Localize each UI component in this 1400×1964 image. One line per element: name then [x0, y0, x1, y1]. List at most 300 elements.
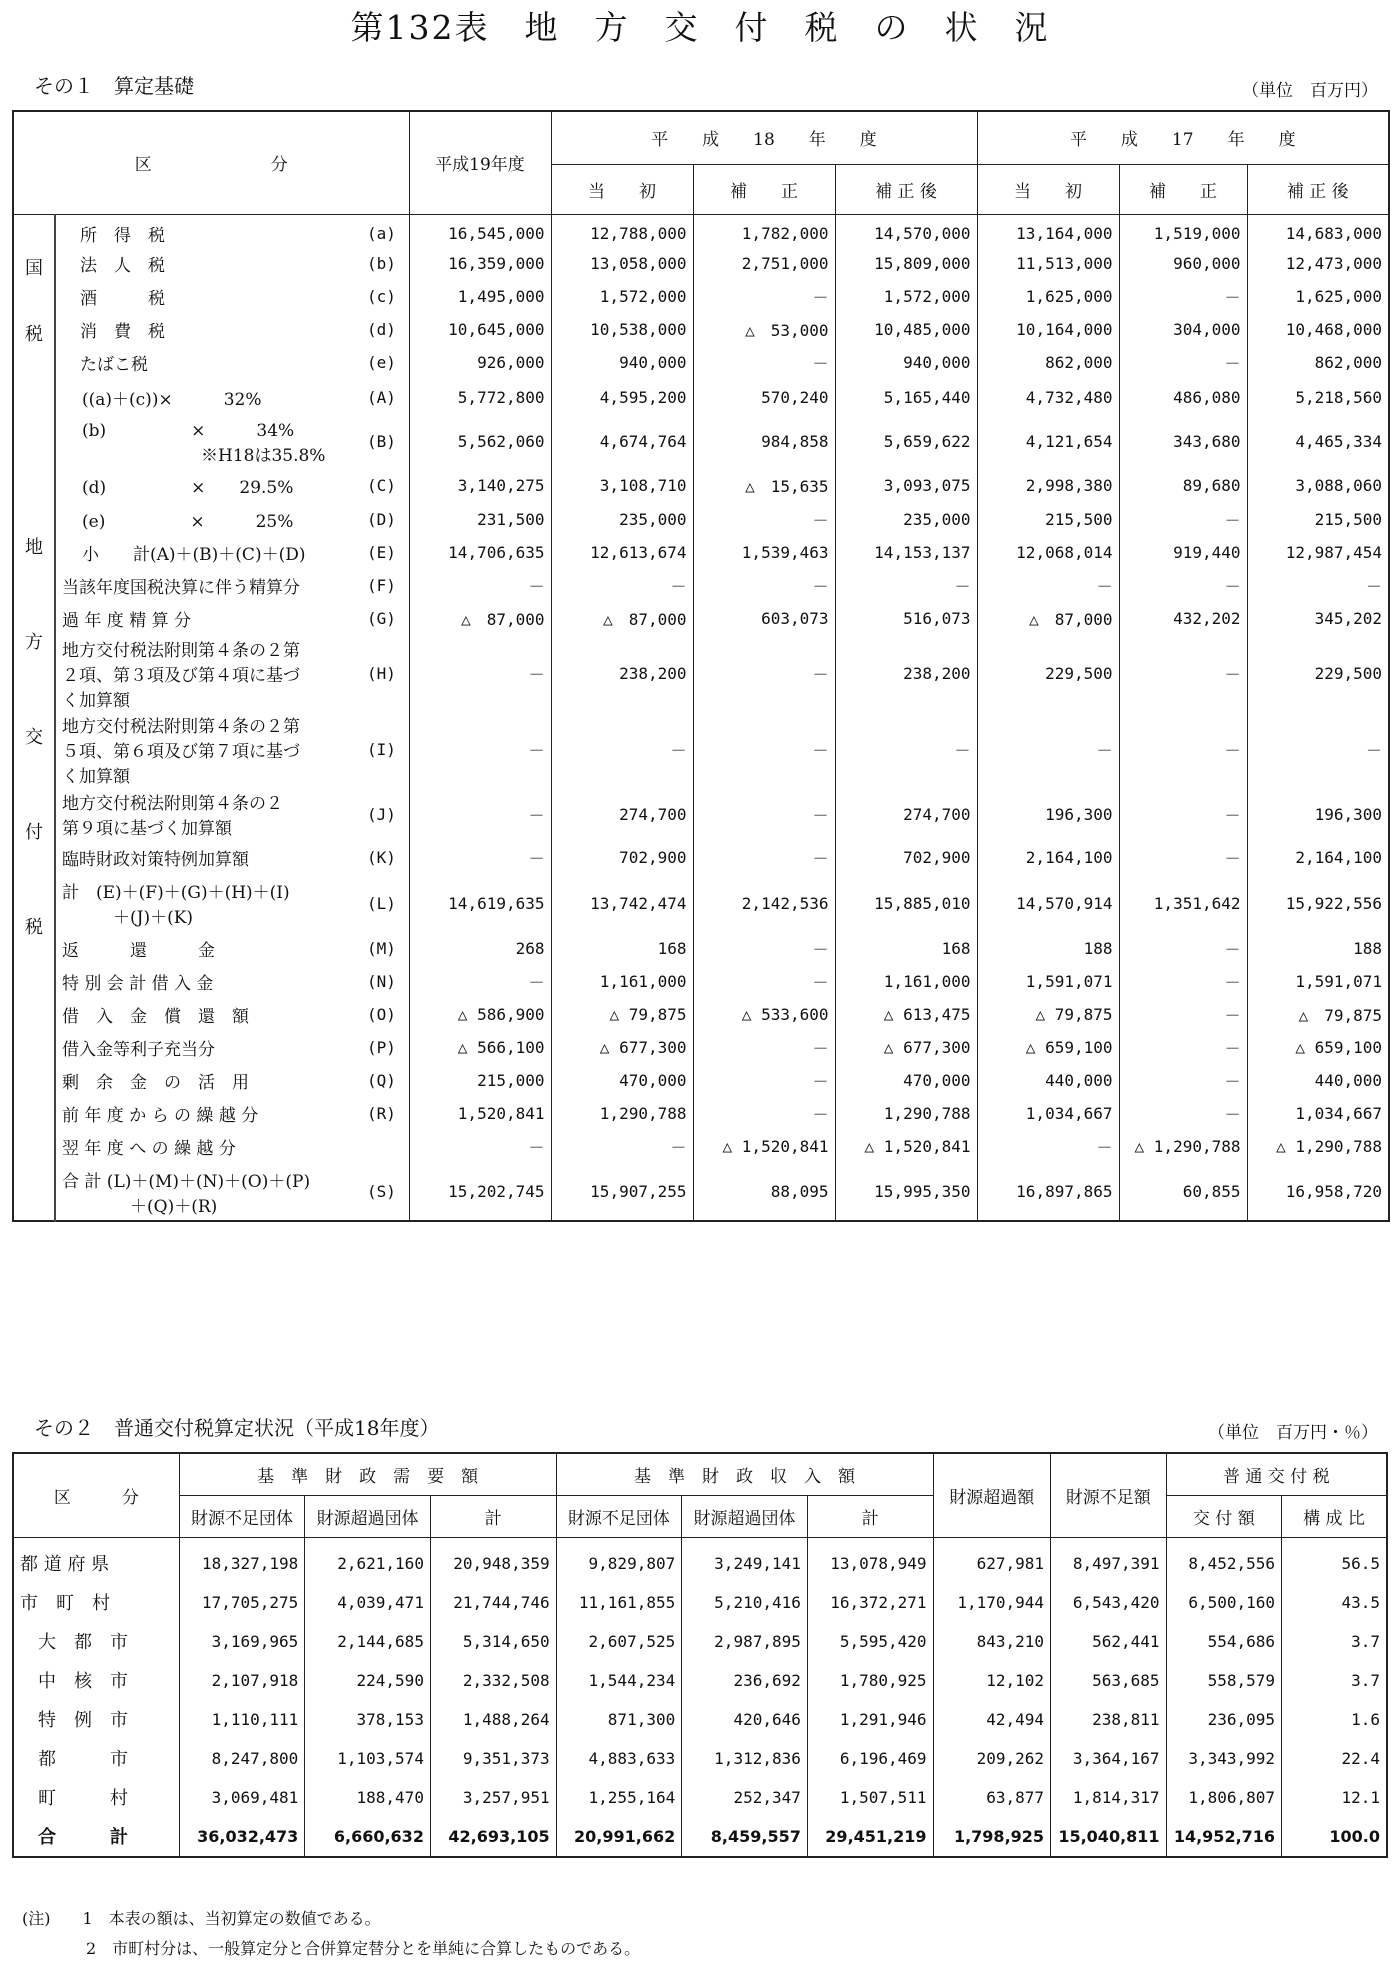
value-cell: 15,907,255	[551, 1163, 693, 1221]
row-label: 小 計(A)＋(B)＋(C)＋(D)	[55, 536, 365, 569]
value-cell: 1,255,164	[556, 1778, 682, 1817]
table-row	[13, 1097, 1389, 1130]
row-label: 臨時財政対策特例加算額	[55, 841, 365, 874]
header-juyo-surplus: 財源超過団体	[305, 1495, 431, 1537]
value-cell: －	[409, 965, 551, 998]
value-cell: 1,351,642	[1119, 874, 1247, 932]
value-cell: 4,039,471	[305, 1583, 431, 1622]
table-row	[13, 602, 1389, 635]
value-cell: 4,465,334	[1247, 415, 1389, 467]
value-cell: 1,814,317	[1051, 1778, 1167, 1817]
value-cell: 14,570,000	[835, 214, 977, 247]
value-cell: 231,500	[409, 503, 551, 536]
value-cell: 5,314,650	[430, 1622, 556, 1661]
value-cell: 88,095	[693, 1163, 835, 1221]
value-cell: 1,519,000	[1119, 214, 1247, 247]
part1-unit: （単位 百万円）	[1242, 81, 1378, 101]
value-cell: △ 566,100	[409, 1031, 551, 1064]
value-cell: 12,788,000	[551, 214, 693, 247]
value-cell: －	[693, 711, 835, 787]
value-cell: 188	[1247, 932, 1389, 965]
group-char: 方	[25, 631, 43, 653]
value-cell: 236,095	[1166, 1700, 1282, 1739]
value-cell: 8,497,391	[1051, 1537, 1167, 1583]
value-cell: 16,958,720	[1247, 1163, 1389, 1221]
value-cell: 274,700	[835, 787, 977, 841]
value-cell: 215,500	[1247, 503, 1389, 536]
value-cell: 1,110,111	[179, 1700, 305, 1739]
value-cell: 3.7	[1282, 1661, 1387, 1700]
value-cell: －	[1119, 965, 1247, 998]
value-cell: 10,468,000	[1247, 313, 1389, 346]
value-cell: 10,645,000	[409, 313, 551, 346]
value-cell: 10,485,000	[835, 313, 977, 346]
value-cell: △ 586,900	[409, 998, 551, 1031]
row-code: (A)	[367, 387, 396, 407]
row-label: 借入金等利子充当分	[55, 1031, 365, 1064]
value-cell: 4,674,764	[551, 415, 693, 467]
row-code: (G)	[367, 609, 396, 628]
table-row	[13, 313, 1389, 346]
table-row	[13, 1700, 1387, 1739]
value-cell: 12,102	[933, 1661, 1051, 1700]
row-label: 酒 税	[55, 280, 365, 313]
value-cell: 1,312,836	[682, 1739, 808, 1778]
part2-unit: （単位 百万円・％）	[1208, 1423, 1378, 1443]
value-cell: 13,742,474	[551, 874, 693, 932]
row-code: (O)	[367, 1005, 396, 1024]
header-kubun: 区 分	[13, 111, 409, 214]
table-row	[13, 874, 1389, 932]
value-cell: △ 659,100	[977, 1031, 1119, 1064]
table-row	[13, 1064, 1389, 1097]
header-grant-amount: 交 付 額	[1166, 1495, 1282, 1537]
value-cell: －	[835, 711, 977, 787]
row-code: (a)	[367, 224, 396, 244]
value-cell: －	[409, 711, 551, 787]
value-cell: 440,000	[977, 1064, 1119, 1097]
value-cell: 1,034,667	[1247, 1097, 1389, 1130]
table-row	[13, 1537, 1387, 1583]
value-cell: 2,987,895	[682, 1622, 808, 1661]
header-chouka: 財源超過額	[933, 1453, 1051, 1537]
value-cell: 1,544,234	[556, 1661, 682, 1700]
table-row	[13, 569, 1389, 602]
group-kokuzei	[13, 214, 55, 379]
value-cell: 3,249,141	[682, 1537, 808, 1583]
value-cell: 188	[977, 932, 1119, 965]
value-cell: －	[693, 1097, 835, 1130]
value-cell: 6,660,632	[305, 1817, 431, 1857]
value-cell: 229,500	[977, 635, 1119, 711]
row-code: (I)	[367, 739, 396, 759]
value-cell: 29,451,219	[807, 1817, 933, 1857]
value-cell: △ 79,875	[1247, 998, 1389, 1031]
value-cell: 235,000	[551, 503, 693, 536]
row-label: 地方交付税法附則第４条の２第 ２項、第３項及び第４項に基づ く加算額	[55, 635, 365, 711]
row-label: 都 市	[20, 1749, 128, 1770]
group-char: 税	[25, 916, 43, 938]
value-cell: 20,948,359	[430, 1537, 556, 1583]
value-cell: 1,591,071	[977, 965, 1119, 998]
value-cell: 5,659,622	[835, 415, 977, 467]
row-label: 中 核 市	[20, 1671, 128, 1692]
row-code: (P)	[367, 1038, 396, 1057]
value-cell: －	[409, 841, 551, 874]
value-cell: －	[693, 932, 835, 965]
value-cell: 5,218,560	[1247, 379, 1389, 415]
row-label: 過 年 度 精 算 分	[55, 602, 365, 635]
value-cell: 862,000	[977, 346, 1119, 379]
value-cell: 926,000	[409, 346, 551, 379]
value-cell: △ 659,100	[1247, 1031, 1389, 1064]
row-label: (b) × 34% ※H18は35.8%	[55, 415, 365, 467]
value-cell: －	[1119, 711, 1247, 787]
value-cell: 3,088,060	[1247, 467, 1389, 503]
value-cell: 1,539,463	[693, 536, 835, 569]
value-cell: 1,290,788	[551, 1097, 693, 1130]
value-cell: 4,732,480	[977, 379, 1119, 415]
header-juyo-shortfall: 財源不足団体	[179, 1495, 305, 1537]
value-cell: 13,058,000	[551, 247, 693, 280]
value-cell: 378,153	[305, 1700, 431, 1739]
value-cell: 1,591,071	[1247, 965, 1389, 998]
table-row	[13, 932, 1389, 965]
note-1: (注) 1 本表の額は、当初算定の数値である。	[22, 1909, 381, 1928]
value-cell: 9,351,373	[430, 1739, 556, 1778]
value-cell: 3.7	[1282, 1622, 1387, 1661]
value-cell: 6,543,420	[1051, 1583, 1167, 1622]
row-label: 特 例 市	[20, 1710, 128, 1731]
value-cell: 2,144,685	[305, 1622, 431, 1661]
group-char: 地	[25, 536, 43, 558]
row-label: 返 還 金	[55, 932, 365, 965]
table-row	[13, 536, 1389, 569]
value-cell: 343,680	[1119, 415, 1247, 467]
value-cell: －	[1119, 569, 1247, 602]
row-label: 法 人 税	[55, 247, 365, 280]
value-cell: △ 87,000	[409, 602, 551, 635]
row-code: (b)	[367, 254, 396, 273]
value-cell: 570,240	[693, 379, 835, 415]
value-cell: 470,000	[551, 1064, 693, 1097]
value-cell: 3,093,075	[835, 467, 977, 503]
value-cell: 15,040,811	[1051, 1817, 1167, 1857]
row-code: (B)	[367, 431, 396, 451]
value-cell: 238,200	[835, 635, 977, 711]
row-code: (c)	[367, 287, 396, 306]
value-cell: 16,545,000	[409, 214, 551, 247]
value-cell: 6,196,469	[807, 1739, 933, 1778]
value-cell: 984,858	[693, 415, 835, 467]
value-cell: 3,108,710	[551, 467, 693, 503]
table-row	[13, 1661, 1387, 1700]
value-cell: －	[1119, 280, 1247, 313]
row-code: (N)	[367, 972, 396, 991]
value-cell: 1,034,667	[977, 1097, 1119, 1130]
value-cell: 4,121,654	[977, 415, 1119, 467]
value-cell: 15,202,745	[409, 1163, 551, 1221]
value-cell: 168	[551, 932, 693, 965]
part2-heading: その２ 普通交付税算定状況（平成18年度）	[34, 1416, 440, 1440]
header-futsu: 普 通 交 付 税	[1166, 1453, 1387, 1495]
value-cell: 1,170,944	[933, 1583, 1051, 1622]
group-char: 国	[25, 257, 43, 279]
value-cell: 14,619,635	[409, 874, 551, 932]
row-label: 前 年 度 か ら の 繰 越 分	[55, 1097, 365, 1130]
value-cell: 15,922,556	[1247, 874, 1389, 932]
value-cell: 12.1	[1282, 1778, 1387, 1817]
header-shunyu-surplus: 財源超過団体	[682, 1495, 808, 1537]
header-h18: 平 成 18 年 度	[551, 111, 977, 164]
value-cell: 1,625,000	[977, 280, 1119, 313]
value-cell: 843,210	[933, 1622, 1051, 1661]
row-label: 合 計 (L)＋(M)＋(N)＋(O)＋(P) ＋(Q)＋(R)	[55, 1163, 365, 1221]
value-cell: 12,473,000	[1247, 247, 1389, 280]
note-2: 2 市町村分は、一般算定分と合併算定替分とを単純に合算したものである。	[22, 1939, 641, 1958]
row-label: 町 村	[20, 1788, 128, 1809]
row-code: (R)	[367, 1104, 396, 1123]
value-cell: △ 1,520,841	[835, 1130, 977, 1163]
value-cell: 9,829,807	[556, 1537, 682, 1583]
value-cell: －	[693, 503, 835, 536]
value-cell: 2,607,525	[556, 1622, 682, 1661]
value-cell: 5,210,416	[682, 1583, 808, 1622]
value-cell: 22.4	[1282, 1739, 1387, 1778]
value-cell: 2,107,918	[179, 1661, 305, 1700]
row-code: (E)	[367, 543, 396, 562]
value-cell: 13,164,000	[977, 214, 1119, 247]
value-cell: 42,494	[933, 1700, 1051, 1739]
table-row	[13, 965, 1389, 998]
value-cell: 14,683,000	[1247, 214, 1389, 247]
value-cell: －	[977, 569, 1119, 602]
row-label: 地方交付税法附則第４条の２ 第９項に基づく加算額	[55, 787, 365, 841]
row-code: (H)	[367, 663, 396, 683]
value-cell: 16,372,271	[807, 1583, 933, 1622]
value-cell: －	[1119, 503, 1247, 536]
row-label: 市 町 村	[20, 1593, 110, 1614]
value-cell: －	[409, 1130, 551, 1163]
table-row	[13, 841, 1389, 874]
row-label: 翌 年 度 へ の 繰 越 分	[55, 1130, 365, 1163]
value-cell: 238,200	[551, 635, 693, 711]
value-cell: 3,140,275	[409, 467, 551, 503]
value-cell: 516,073	[835, 602, 977, 635]
value-cell: －	[693, 841, 835, 874]
value-cell: 3,364,167	[1051, 1739, 1167, 1778]
value-cell: 1,495,000	[409, 280, 551, 313]
value-cell: －	[693, 280, 835, 313]
value-cell: 209,262	[933, 1739, 1051, 1778]
value-cell: 11,513,000	[977, 247, 1119, 280]
value-cell: 2,142,536	[693, 874, 835, 932]
value-cell: －	[977, 711, 1119, 787]
row-label: 特 別 会 計 借 入 金	[55, 965, 365, 998]
row-label: 合 計	[20, 1827, 128, 1848]
value-cell: －	[1247, 711, 1389, 787]
row-code: (Q)	[367, 1071, 396, 1090]
row-code: (D)	[367, 510, 396, 529]
value-cell: 5,595,420	[807, 1622, 933, 1661]
group-char: 交	[25, 726, 43, 748]
header-busoku: 財源不足額	[1051, 1453, 1167, 1537]
value-cell: 18,327,198	[179, 1537, 305, 1583]
value-cell: 100.0	[1282, 1817, 1387, 1857]
value-cell: 10,538,000	[551, 313, 693, 346]
part1-heading: その１ 算定基礎	[34, 74, 194, 98]
row-label: 大 都 市	[20, 1632, 128, 1653]
row-code: (C)	[367, 475, 396, 495]
group-char: 付	[25, 821, 43, 843]
table-row	[13, 415, 1389, 467]
value-cell: 3,069,481	[179, 1778, 305, 1817]
value-cell: 89,680	[1119, 467, 1247, 503]
row-code: (F)	[367, 576, 396, 595]
value-cell: 420,646	[682, 1700, 808, 1739]
value-cell: 1,161,000	[835, 965, 977, 998]
value-cell: 2,164,100	[1247, 841, 1389, 874]
row-code: (J)	[367, 804, 396, 824]
value-cell: 702,900	[551, 841, 693, 874]
table-row	[13, 1163, 1389, 1221]
value-cell: 5,772,800	[409, 379, 551, 415]
value-cell: 1,572,000	[835, 280, 977, 313]
value-cell: －	[1119, 1031, 1247, 1064]
value-cell: 215,500	[977, 503, 1119, 536]
table-row	[13, 214, 1389, 247]
value-cell: －	[693, 1064, 835, 1097]
table-row	[13, 1583, 1387, 1622]
table-row	[13, 280, 1389, 313]
value-cell: 1,161,000	[551, 965, 693, 998]
value-cell: 960,000	[1119, 247, 1247, 280]
value-cell: 196,300	[1247, 787, 1389, 841]
value-cell: △ 79,875	[977, 998, 1119, 1031]
value-cell: 17,705,275	[179, 1583, 305, 1622]
value-cell: 215,000	[409, 1064, 551, 1097]
value-cell: 1,806,807	[1166, 1778, 1282, 1817]
value-cell: △ 677,300	[551, 1031, 693, 1064]
value-cell: 2,332,508	[430, 1661, 556, 1700]
header-shunyu: 基 準 財 政 収 入 額	[556, 1453, 933, 1495]
row-label: たばこ税	[55, 346, 365, 379]
table-row	[13, 1778, 1387, 1817]
value-cell: 196,300	[977, 787, 1119, 841]
value-cell: 702,900	[835, 841, 977, 874]
table-row	[13, 1622, 1387, 1661]
value-cell: 14,952,716	[1166, 1817, 1282, 1857]
value-cell: 558,579	[1166, 1661, 1282, 1700]
row-code: (e)	[367, 353, 396, 372]
value-cell: 562,441	[1051, 1622, 1167, 1661]
header-h18-initial: 当 初	[551, 164, 693, 214]
value-cell: 274,700	[551, 787, 693, 841]
value-cell: 14,153,137	[835, 536, 977, 569]
value-cell: 862,000	[1247, 346, 1389, 379]
value-cell: －	[551, 1130, 693, 1163]
value-cell: －	[1247, 569, 1389, 602]
value-cell: －	[693, 635, 835, 711]
value-cell: 432,202	[1119, 602, 1247, 635]
value-cell: 12,987,454	[1247, 536, 1389, 569]
value-cell: 2,998,380	[977, 467, 1119, 503]
value-cell: 16,359,000	[409, 247, 551, 280]
value-cell: 919,440	[1119, 536, 1247, 569]
value-cell: 1,291,946	[807, 1700, 933, 1739]
value-cell: 1,780,925	[807, 1661, 933, 1700]
header-h18-revised: 補 正 後	[835, 164, 977, 214]
value-cell: 235,000	[835, 503, 977, 536]
row-label: ((a)＋(c))× 32%	[55, 379, 365, 415]
value-cell: 12,613,674	[551, 536, 693, 569]
header-h18-revision: 補 正	[693, 164, 835, 214]
value-cell: △ 1,290,788	[1119, 1130, 1247, 1163]
table-row	[13, 1739, 1387, 1778]
value-cell: 268	[409, 932, 551, 965]
value-cell: △ 533,600	[693, 998, 835, 1031]
row-label: 借 入 金 償 還 額	[55, 998, 365, 1031]
value-cell: 6,500,160	[1166, 1583, 1282, 1622]
value-cell: 1.6	[1282, 1700, 1387, 1739]
row-label: 計 (E)＋(F)＋(G)＋(H)＋(I) ＋(J)＋(K)	[55, 874, 365, 932]
group-chiho-kofuzei	[13, 379, 55, 1221]
value-cell: 486,080	[1119, 379, 1247, 415]
value-cell: －	[1119, 635, 1247, 711]
header-h17-revision: 補 正	[1119, 164, 1247, 214]
value-cell: 304,000	[1119, 313, 1247, 346]
value-cell: －	[693, 346, 835, 379]
value-cell: 56.5	[1282, 1537, 1387, 1583]
value-cell: －	[1119, 1064, 1247, 1097]
value-cell: 188,470	[305, 1778, 431, 1817]
value-cell: －	[1119, 346, 1247, 379]
table-row	[13, 635, 1389, 711]
value-cell: 15,995,350	[835, 1163, 977, 1221]
value-cell: 238,811	[1051, 1700, 1167, 1739]
table-row	[13, 1130, 1389, 1163]
value-cell: －	[1119, 932, 1247, 965]
header-shunyu-shortfall: 財源不足団体	[556, 1495, 682, 1537]
row-code: (L)	[367, 893, 396, 913]
value-cell: 12,068,014	[977, 536, 1119, 569]
value-cell: 3,343,992	[1166, 1739, 1282, 1778]
value-cell: 5,562,060	[409, 415, 551, 467]
value-cell: 43.5	[1282, 1583, 1387, 1622]
value-cell: 1,290,788	[835, 1097, 977, 1130]
calculation-basis-table	[12, 110, 1390, 1222]
value-cell: △ 87,000	[977, 602, 1119, 635]
row-code: (d)	[367, 320, 396, 339]
row-code: (S)	[367, 1182, 396, 1201]
table-row	[13, 711, 1389, 787]
value-cell: 2,164,100	[977, 841, 1119, 874]
value-cell: －	[835, 569, 977, 602]
value-cell: 1,625,000	[1247, 280, 1389, 313]
value-cell: －	[551, 569, 693, 602]
value-cell: 3,169,965	[179, 1622, 305, 1661]
row-code: (M)	[367, 939, 396, 958]
ordinary-grant-table	[12, 1452, 1388, 1858]
table-row	[13, 379, 1389, 415]
header-juyo-total: 計	[430, 1495, 556, 1537]
value-cell: 8,459,557	[682, 1817, 808, 1857]
header-h17-initial: 当 初	[977, 164, 1119, 214]
header-composition: 構 成 比	[1282, 1495, 1387, 1537]
header-h17-revised: 補 正 後	[1247, 164, 1389, 214]
value-cell: 2,621,160	[305, 1537, 431, 1583]
value-cell: △ 87,000	[551, 602, 693, 635]
